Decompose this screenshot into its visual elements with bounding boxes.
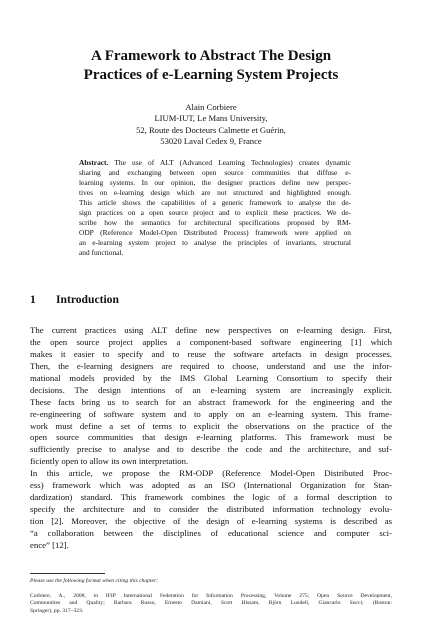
body-line: decisions. The design intentions of an e-learning system are increasingly explicit. [30,384,392,395]
body-line: sufficiently precise to analyse and to describe the code and the architecture, and suf- [30,444,392,455]
section-heading [30,293,119,306]
author-address-1: 52, Route des Docteurs Calmette et Guérin, [136,124,286,135]
citation-line: Communities and Quality; Barbara Russo, Ernesto Damiani, Scott Hissam, Björn Lundell, Giancarlo Succi; (Boston: [30,600,392,607]
title-line-1: A Framework to Abstract The Design [90,48,332,64]
author-block [40,102,382,148]
author-name: Alain Corbiere [185,102,237,112]
author-address-2: 53020 Laval Cedex 9, France [160,136,262,147]
body-line: Then, the e-learning designers are required to choose, understand and use the infor- [30,360,392,371]
author-affiliation: LIUM-IUT, Le Mans University, [154,113,268,124]
abstract-line: scribe how the semantics for architectural specifications proposed by RM- [79,218,351,228]
abstract-line: sharing and exchanging between open source communities that diffuse e- [79,168,351,178]
body-line: mational models provided by the IMS Global Learning Consortium to specify their [30,372,392,383]
cite-instruction: Please use the following format when citing this chapter: [30,578,159,584]
body-line: ficiently open to allow its own interpretation. [30,456,189,467]
body-line: The current practices using ALT define new perspectives on e-learning design. First, [30,325,392,335]
body-line: work must define a set of terms to explicit the observations on the practice of the [30,420,392,431]
body-line: dardization) standard. This framework combines the logic of a formal description to [30,492,392,503]
body-line: In this article, we propose the RM-ODP (Reference Model-Open Distributed Proc- [30,468,392,479]
body-line: tion [2]. Moreover, the objective of the design of e-learning systems is described as [30,516,392,526]
abstract-line: sign practices on a open source project and to explicit these practices. We de- [79,208,351,218]
citation-line: Springer), pp. 317–323. [30,608,84,615]
abstract-line: This article shows the capabilities of a generic framework to analyse the de- [79,198,351,208]
abstract [79,158,351,258]
abstract-line: an e-learning system project to analyse the principles of invariants, structural [79,238,351,248]
footnote-rule [30,573,105,574]
body-text [30,325,392,552]
abstract-line: tives on e-learning design which are not structured and highlighted enough. [79,188,351,198]
body-line: “a collaboration between the disciplines of educational science and computer sci- [30,527,392,538]
body-line: the open source project applies a component-based software engineering [1] which [30,336,392,347]
body-line: makes it easier to specify and to reuse the software artefacts in design processes. [30,348,392,359]
abstract-line: and functional. [79,248,124,258]
citation-line: Corbiere, A., 2008, in IFIP International Federation for Information Processing, Volume 275; Open Source Development, [30,592,392,599]
abstract-line: Abstract. The use of ALT (Advanced Learning Technologies) creates dynamic [79,158,351,167]
body-line: These facts bring us to search for an abstract framework for the engineering and the [30,396,392,407]
body-line: ess) framework which was adopted as an ISO (International Organization for Stan- [30,480,392,491]
paper-title [40,47,382,85]
body-line: ence” [12]. [30,539,69,550]
footnote [30,578,392,616]
section-title: Introduction [56,293,119,306]
body-line: open source communities that design e-learning platforms. This framework must be [30,432,392,443]
abstract-label: Abstract. [79,158,109,167]
title-line-2: Practices of e-Learning System Projects [83,67,339,83]
abstract-line: learning systems. In our opinion, the designer practices define new perspec- [79,178,351,188]
body-line: specify the architecture and to consider the distributed information technology evolu- [30,504,392,515]
abstract-line: ODP (Reference Model-Open Distributed Process) framework were applied on [79,228,351,238]
section-number: 1 [30,293,36,306]
body-line: re-engineering of software system and to apply on an e-learning system. This frame- [30,408,392,419]
